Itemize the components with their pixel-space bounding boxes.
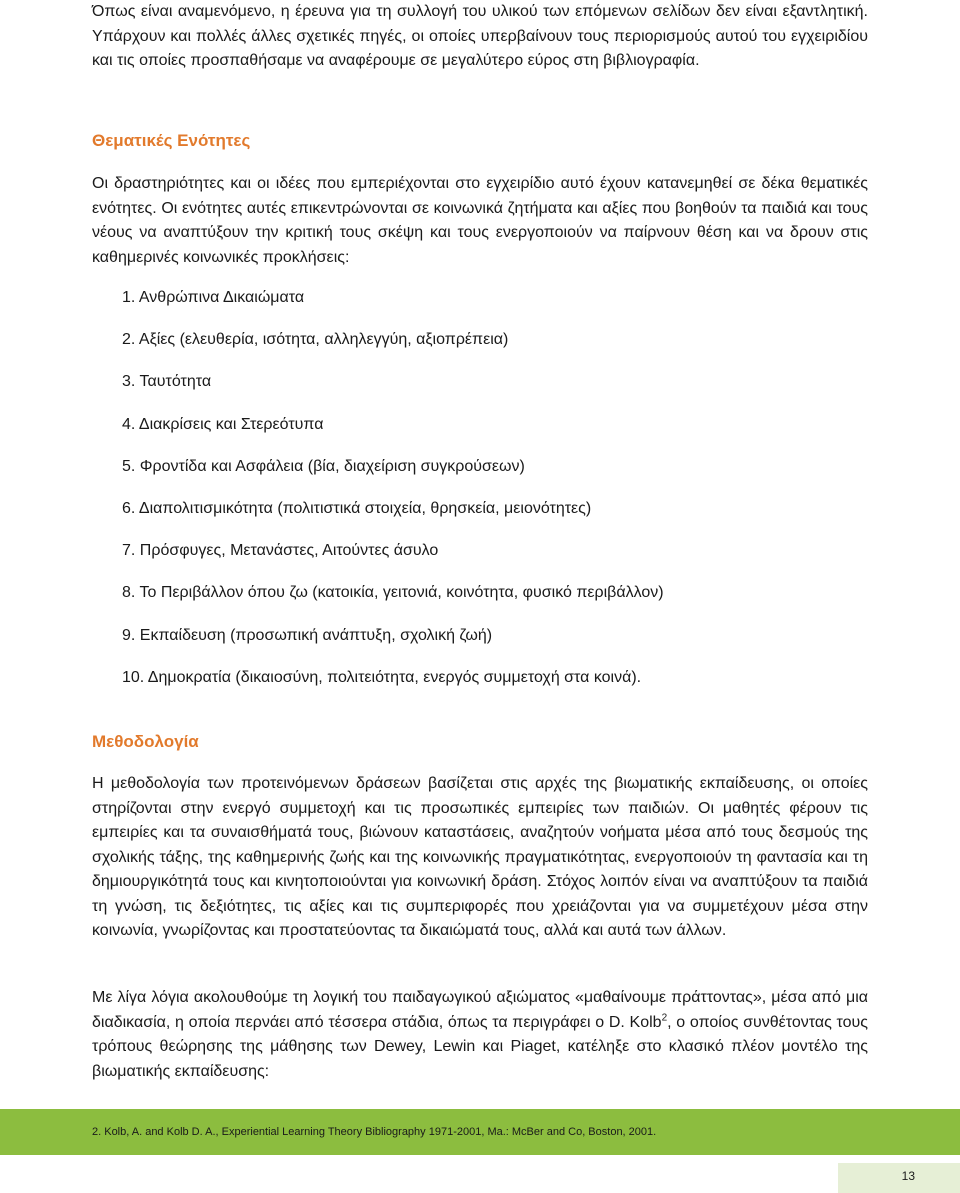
list-item: 6. Διαπολιτισμικότητα (πολιτιστικά στοιχεία, θρησκεία, μειονότητες) — [122, 499, 592, 517]
footnote-text: 2. Kolb, A. and Kolb D. A., Experiential Learning Theory Bibliography 1971-2001, Ma.: McBer and Co, Boston, 2001. — [92, 1126, 657, 1138]
page-number-bar — [838, 1163, 960, 1193]
kolb-paragraph — [92, 986, 868, 1084]
list-item: 3. Ταυτότητα — [122, 373, 212, 391]
methodology-heading: Μεθοδολογία — [92, 732, 199, 751]
methodology-paragraph: Η μεθοδολογία των προτεινόμενων δράσεων βασίζεται στις αρχές της βιωματικής εκπαίδευσης, οι οποίες στηρίζονται στην ενεργό συμμετοχή και τις προσωπικές εμπειρίες των παιδιών. Οι μαθητές φέρουν τις εμπειρίες και τα συναισθήματά τους, βιώνουν καταστάσεις, αναζητούν νοήματα μέσα από τους δεσμούς της σχολικής τάξης, της καθημερινής ζωής και της κοινωνικής πραγματικότητας, ενεργοποιούν τη φαντασία και τη δημιουργικότητά τους και κινητοποιούνται για κοινωνική δράση. Στόχος λοιπόν είναι να αναπτύξουν τα παιδιά τη γνώση, τις δεξιότητες, τις αξίες και τις συμπεριφορές που χρειάζονται για να συμμετέχουν μέσα στην κοινωνία, γνωρίζοντας και προστατεύοντας τα δικαιώματά τους, αλλά και αυτά των άλλων. — [92, 775, 868, 939]
kolb-text-after: , ο οποίος συνθέτοντας τους τρόπους θεώρησης της μάθησης των Dewey, Lewin και Piaget, κατέληξε στο κλασικό πλέον μοντέλο της βιωματικής εκπαίδευσης: — [92, 1013, 869, 1080]
footnote-reference[interactable]: 2 — [661, 1012, 668, 1024]
list-item: 10. Δημοκρατία (δικαιοσύνη, πολιτειότητα, ενεργός συμμετοχή στα κοινά). — [122, 668, 642, 686]
list-item: 9. Εκπαίδευση (προσωπική ανάπτυξη, σχολική ζωή) — [122, 626, 493, 644]
list-item: 4. Διακρίσεις και Στερεότυπα — [122, 415, 324, 433]
list-item: 8. Το Περιβάλλον όπου ζω (κατοικία, γειτονιά, κοινότητα, φυσικό περιβάλλον) — [122, 584, 664, 602]
themes-list — [122, 288, 664, 710]
kolb-text-before: Με λίγα λόγια ακολουθούμε τη λογική του παιδαγωγικού αξιώματος «μαθαίνουμε πράττοντας», μέσα από μια διαδικασία, η οποία περνάει από τέσσερα στάδια, όπως τα περιγράφει ο D. Kolb — [92, 989, 868, 1031]
list-item: 5. Φροντίδα και Ασφάλεια (βία, διαχείριση συγκρούσεων) — [122, 457, 525, 475]
list-item: 1. Ανθρώπινα Δικαιώματα — [122, 289, 305, 306]
page-number: 13 — [901, 1169, 915, 1183]
themes-heading: Θεματικές Ενότητες — [92, 131, 251, 150]
intro-paragraph: Όπως είναι αναμενόμενο, η έρευνα για τη συλλογή του υλικού των επόμενων σελίδων δεν είναι εξαντλητική. Υπάρχουν και πολλές άλλες σχετικές πηγές, οι οποίες υπερβαίνουν τους περιορισμούς αυτού του εγχειριδίου και τις οποίες προσπαθήσαμε να αναφέρουμε σε μεγαλύτερο εύρος στη βιβλιογραφία. — [92, 3, 868, 69]
themes-paragraph: Οι δραστηριότητες και οι ιδέες που εμπεριέχονται στο εγχειρίδιο αυτό έχουν κατανεμηθεί σε δέκα θεματικές ενότητες. Οι ενότητες αυτές επικεντρώνονται σε κοινωνικά ζητήματα και αξίες που βοηθούν τα παιδιά και τους νέους να αναπτύξουν την κριτική τους σκέψη και τους ενεργοποιούν να παίρνουν θέση και να δρουν στις καθημερινές κοινωνικές προκλήσεις: — [92, 175, 868, 266]
list-item: 2. Αξίες (ελευθερία, ισότητα, αλληλεγγύη, αξιοπρέπεια) — [122, 331, 509, 349]
list-item: 7. Πρόσφυγες, Μετανάστες, Αιτούντες άσυλο — [122, 542, 439, 560]
footnote-band — [0, 1109, 960, 1155]
